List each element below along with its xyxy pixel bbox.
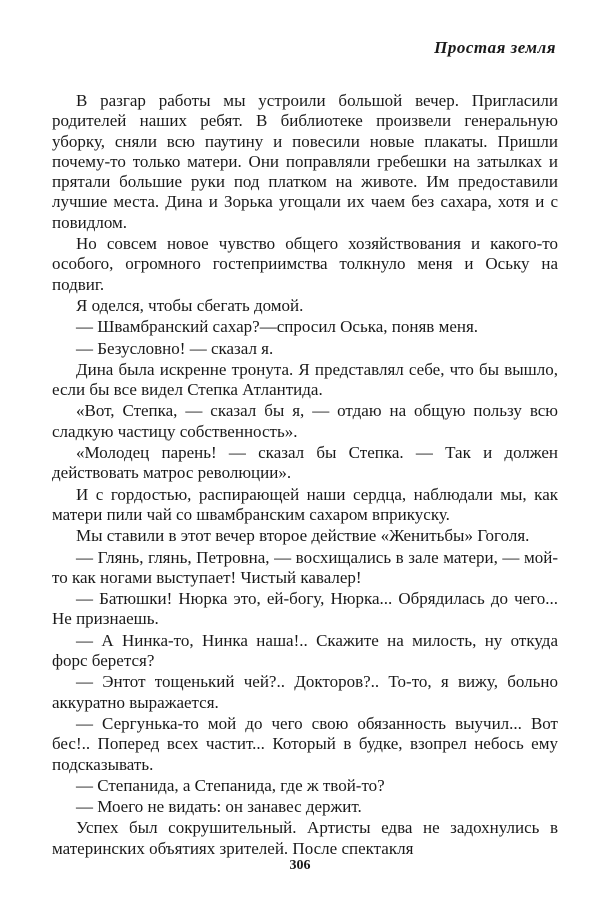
paragraph: Но совсем новое чувство общего хозяйствования и какого-то особого, огромного гостеприимства толкнуло меня и Оську на подвиг. bbox=[52, 234, 558, 294]
paragraph: — Глянь, глянь, Петровна, — восхищались в зале матери, — мой-то как ногами выступает! Чистый кавалер! bbox=[52, 547, 558, 587]
paragraph: В разгар работы мы устроили большой вечер. Пригласили родителей наших ребят. В библиотеке произвели генеральную уборку, сняли всю паутину и повесили новые плакаты. Пришли почему-то только матери. Они поправляли гребешки на затылках и прятали большие руки под платком на животе. Им предоставили лучшие места. Дина и Зорька угощали их чаем без сахара, хотя и с повидлом. bbox=[52, 91, 558, 232]
paragraph: — А Нинка-то, Нинка наша!.. Скажите на милость, ну откуда форс берется? bbox=[52, 630, 558, 671]
paragraph: Дина была искренне тронута. Я представлял себе, что бы вышло, если бы все видел Степка Атлантида. bbox=[52, 359, 558, 400]
paragraph: — Моего не видать: он занавес держит. bbox=[76, 797, 362, 817]
paragraph: Я оделся, чтобы сбегать домой. bbox=[76, 295, 304, 315]
paragraph: — Батюшки! Нюрка это, ей-богу, Нюрка... Обрядилась до чего... Не признаешь. bbox=[52, 589, 558, 629]
paragraph: — Энтот тощенький чей?.. Докторов?.. То-то, я вижу, больно аккуратно выражается. bbox=[52, 672, 558, 712]
paragraph: И с гордостью, распирающей наши сердца, наблюдали мы, как матери пили чай со швамбранским сахаром вприкуску. bbox=[52, 484, 558, 524]
paragraph: — Швамбранский сахар?—спросил Оська, поняв меня. bbox=[76, 317, 479, 337]
paragraph: — Степанида, а Степанида, где ж твой-то? bbox=[76, 775, 385, 795]
paragraph: Успех был сокрушительный. Артисты едва не задохнулись в материнских объятиях зрителей. После спектакля bbox=[52, 818, 558, 858]
body-text bbox=[52, 91, 558, 860]
paragraph: Мы ставили в этот вечер второе действие «Женитьбы» Гоголя. bbox=[76, 526, 530, 546]
paragraph: — Безусловно! — сказал я. bbox=[76, 338, 274, 358]
paragraph: «Молодец парень! — сказал бы Степка. — Так и должен действовать матрос революции». bbox=[52, 443, 558, 483]
paragraph: — Сергунька-то мой до чего свою обязанность выучил... Вот бес!.. Поперед всех частит... Который в будке, взопрел небось ему подсказывать. bbox=[52, 713, 558, 774]
paragraph: «Вот, Степка, — сказал бы я, — отдаю на общую пользу всю сладкую частицу собственность». bbox=[52, 401, 558, 441]
page-number: 306 bbox=[289, 858, 311, 873]
running-title: Простая земля bbox=[434, 38, 556, 57]
